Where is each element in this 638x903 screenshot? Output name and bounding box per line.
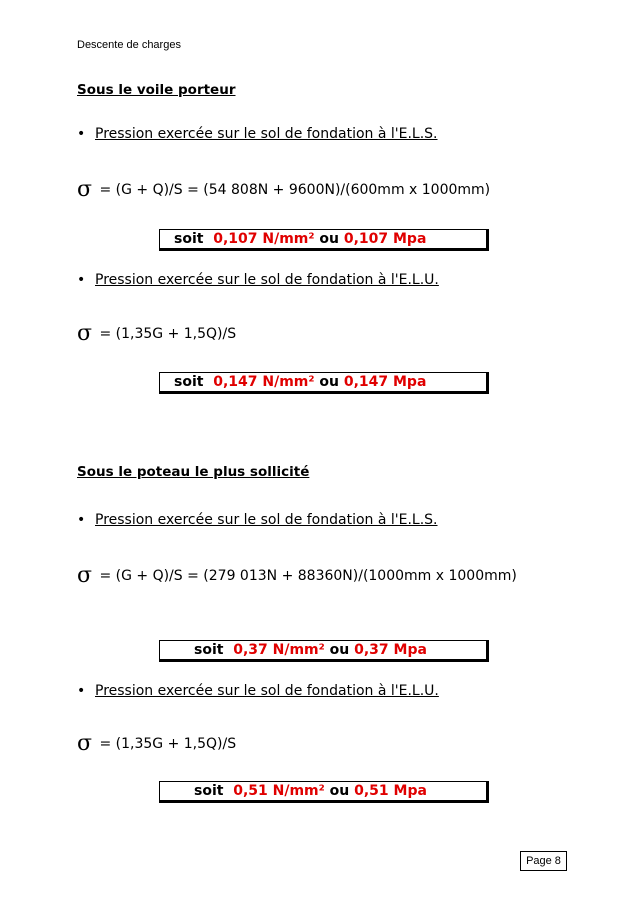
soit-label: soit — [174, 231, 204, 247]
formula-text: = (G + Q)/S = (54 808N + 9600N)/(600mm x 1000mm) — [99, 182, 491, 198]
bullet-elu-poteau — [77, 683, 439, 699]
formula-elu-poteau — [77, 732, 567, 756]
sigma-icon: σ — [77, 321, 93, 346]
sigma-icon: σ — [77, 731, 93, 756]
formula-els-poteau — [77, 564, 567, 588]
ou-label: ou — [329, 642, 350, 658]
page-number: Page 8 — [520, 851, 567, 871]
result-value-stress: 0,147 N/mm² — [213, 374, 315, 390]
result-value-stress: 0,51 N/mm² — [233, 783, 325, 799]
bullet-text: Pression exercée sur le sol de fondation à l'E.L.U. — [95, 683, 439, 699]
bullet-icon: • — [77, 126, 86, 142]
bullet-icon: • — [77, 512, 86, 528]
result-value-mpa: 0,107 Mpa — [343, 231, 427, 247]
formula-text: = (G + Q)/S = (279 013N + 88360N)/(1000mm x 1000mm) — [99, 568, 517, 584]
ou-label: ou — [319, 231, 339, 247]
result-box-elu-voile — [159, 372, 489, 394]
soit-label: soit — [194, 642, 224, 658]
bullet-text: Pression exercée sur le sol de fondation à l'E.L.S. — [95, 512, 438, 528]
result-value-mpa: 0,147 Mpa — [343, 374, 427, 390]
bullet-icon: • — [77, 272, 86, 288]
result-value-mpa: 0,37 Mpa — [354, 642, 427, 658]
formula-els-voile — [77, 178, 567, 202]
sigma-icon: σ — [77, 563, 93, 588]
result-value-stress: 0,107 N/mm² — [213, 231, 315, 247]
ou-label: ou — [329, 783, 350, 799]
bullet-icon: • — [77, 683, 86, 699]
bullet-text: Pression exercée sur le sol de fondation à l'E.L.S. — [95, 126, 438, 142]
sigma-icon: σ — [77, 177, 93, 202]
formula-text: = (1,35G + 1,5Q)/S — [99, 736, 237, 752]
result-box-els-voile — [159, 229, 489, 251]
bullet-els-voile — [77, 126, 438, 142]
page-header: Descente de charges — [77, 39, 181, 51]
formula-elu-voile — [77, 322, 567, 346]
result-value-stress: 0,37 N/mm² — [233, 642, 325, 658]
bullet-elu-voile — [77, 272, 439, 288]
section-title-poteau: Sous le poteau le plus sollicité — [77, 464, 310, 480]
bullet-text: Pression exercée sur le sol de fondation à l'E.L.U. — [95, 272, 439, 288]
soit-label: soit — [194, 783, 224, 799]
soit-label: soit — [174, 374, 204, 390]
section-title-voile: Sous le voile porteur — [77, 82, 236, 98]
result-box-elu-poteau — [159, 781, 489, 803]
ou-label: ou — [319, 374, 339, 390]
bullet-els-poteau — [77, 512, 438, 528]
formula-text: = (1,35G + 1,5Q)/S — [99, 326, 237, 342]
result-box-els-poteau — [159, 640, 489, 662]
result-value-mpa: 0,51 Mpa — [354, 783, 427, 799]
